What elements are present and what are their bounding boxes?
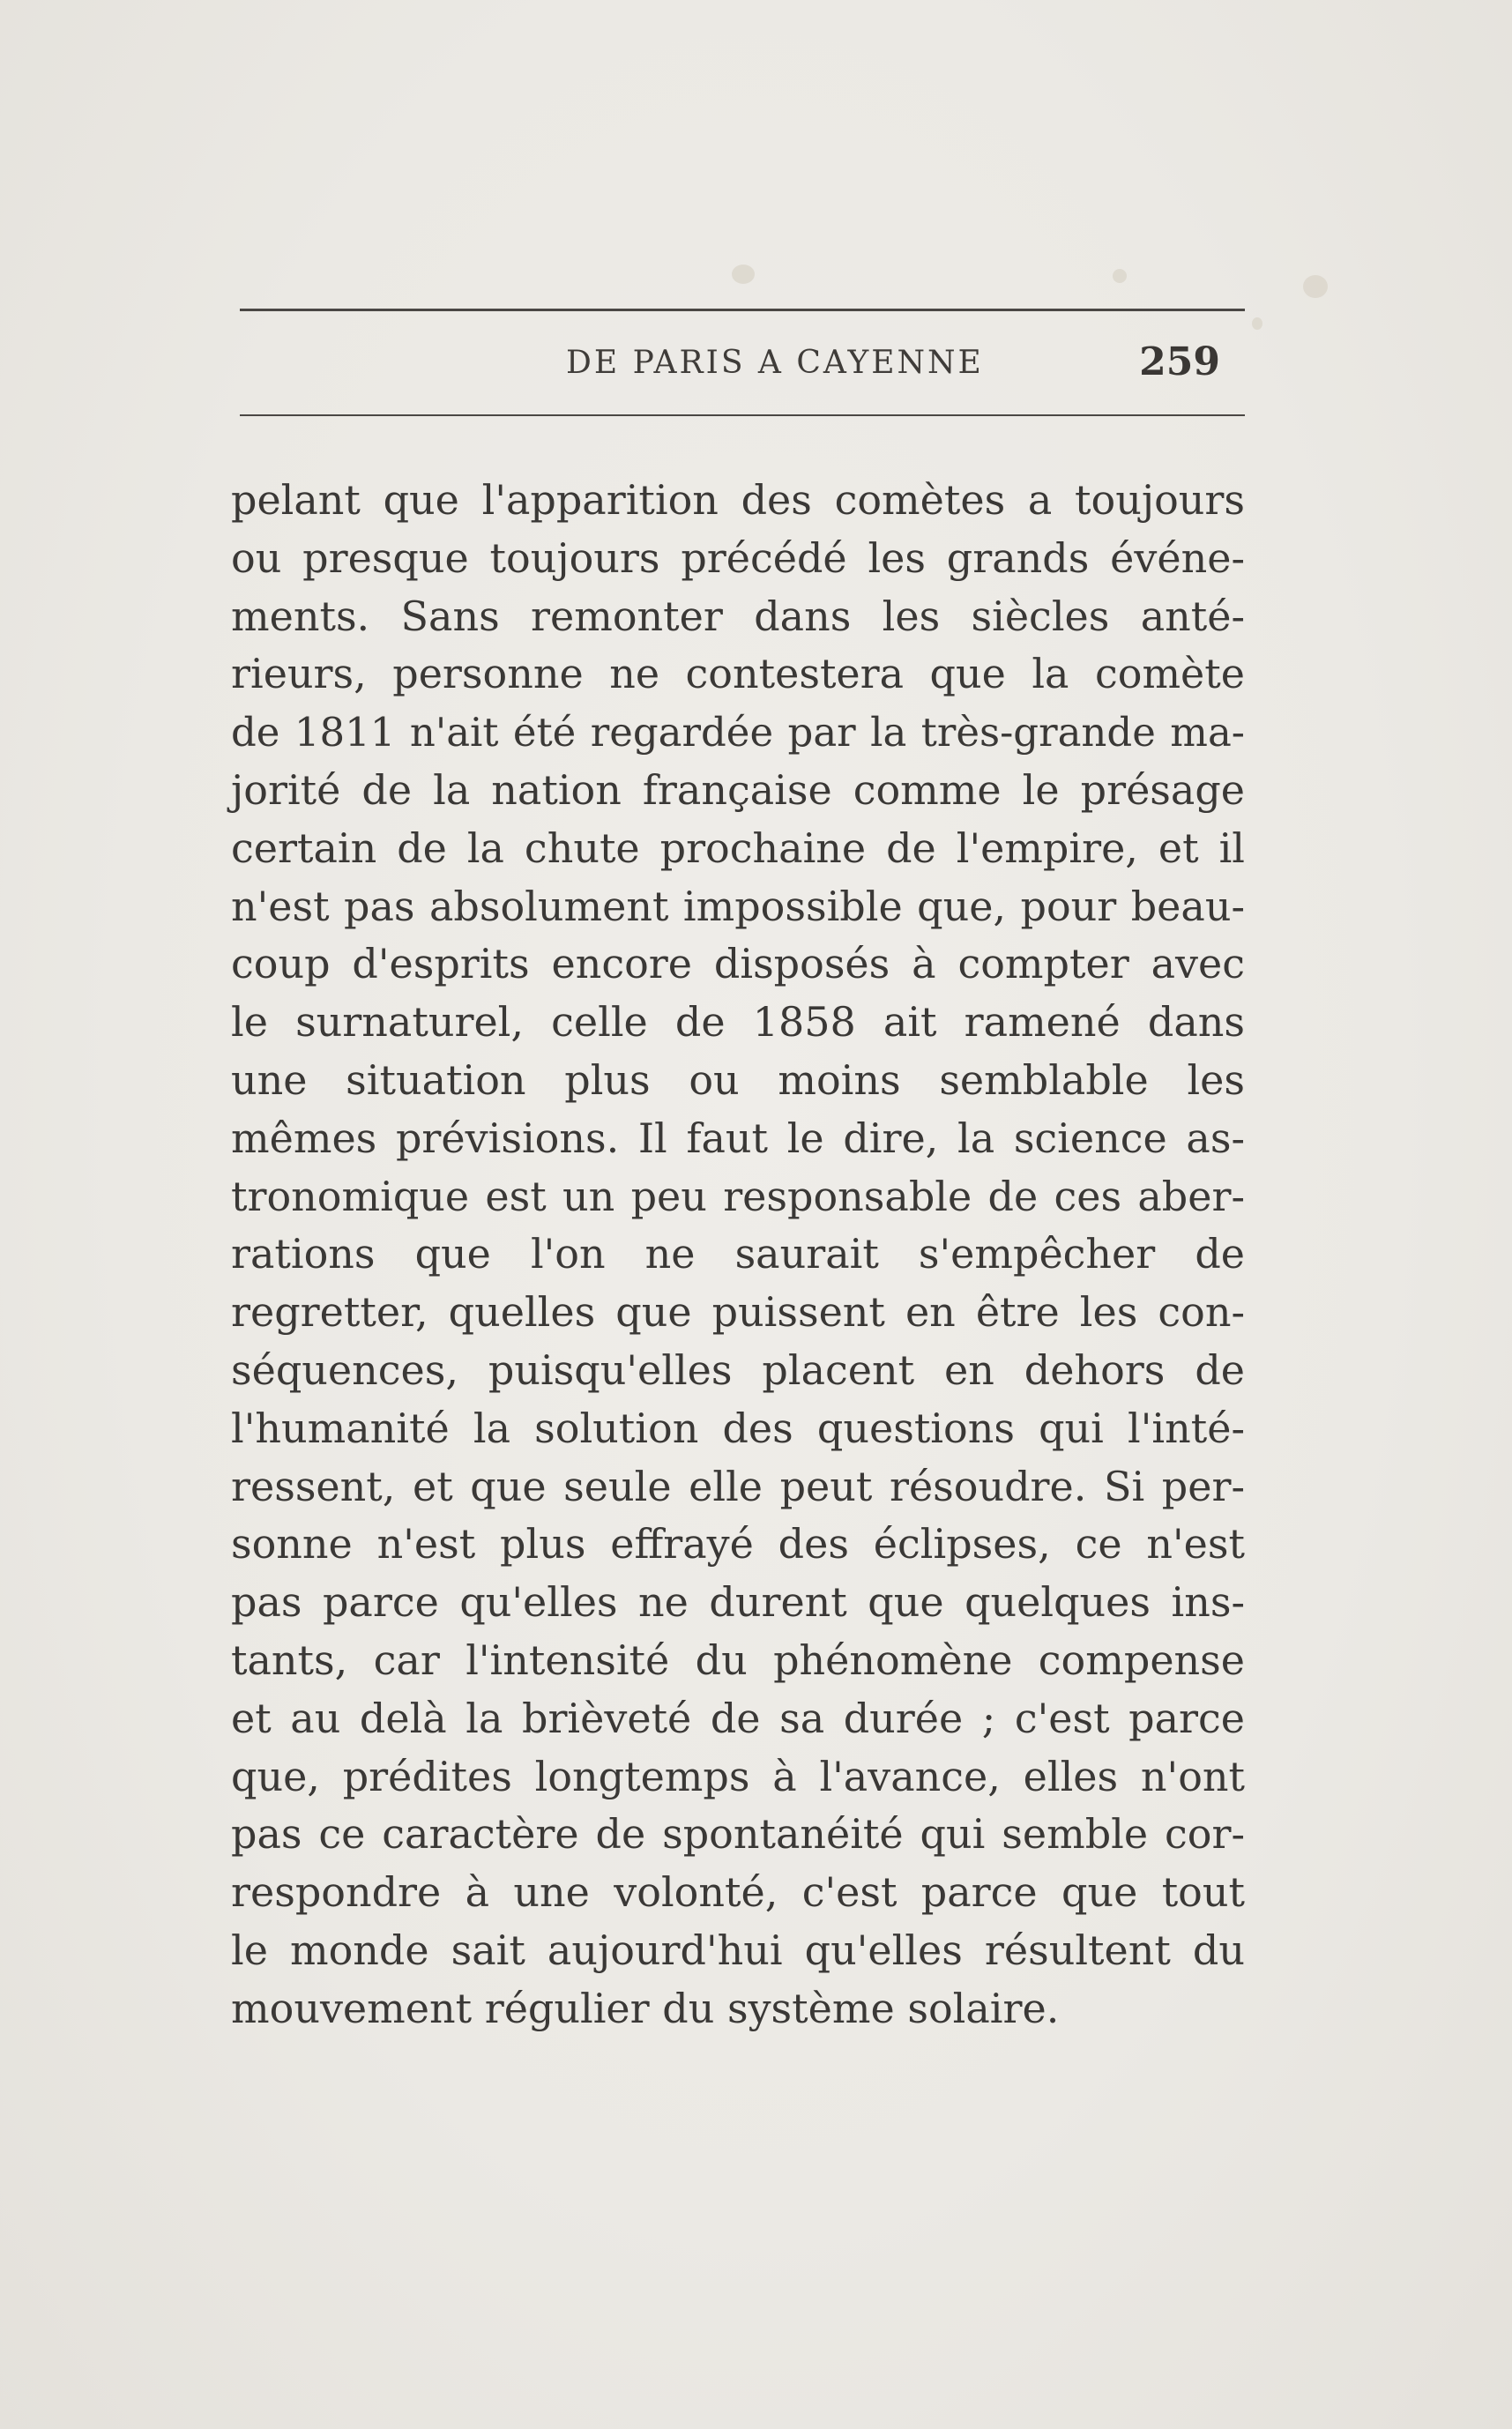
text-line: de 1811 n'ait été regardée par la très-grande ma- — [231, 709, 1245, 756]
text-line: pelant que l'apparition des comètes a toujours — [231, 476, 1245, 524]
text-line: le surnaturel, celle de 1858 ait ramené dans — [231, 998, 1245, 1047]
text-line: séquences, puisqu'elles placent en dehors de — [231, 1345, 1245, 1394]
text-line: jorité de la nation française comme le présage — [231, 765, 1245, 814]
running-title: DE PARIS A CAYENNE — [566, 345, 984, 381]
page-number: 259 — [1139, 339, 1220, 384]
body-text — [231, 472, 1245, 2038]
text-line: rations que l'on ne saurait s'empêcher de — [231, 1230, 1245, 1278]
text-line: coup d'esprits encore disposés à compter avec — [231, 940, 1245, 988]
text-line: le monde sait aujourd'hui qu'elles résultent du — [231, 1926, 1245, 1974]
text-line: mouvement régulier du système solaire. — [231, 1984, 1060, 2032]
foxing-spot — [1252, 317, 1262, 330]
text-line: et au delà la brièveté de sa durée ; c'est parce — [231, 1694, 1245, 1742]
header-top-rule — [240, 309, 1245, 311]
foxing-spot — [732, 265, 755, 284]
text-line: mêmes prévisions. Il faut le dire, la science as- — [231, 1114, 1245, 1162]
text-line: ments. Sans remonter dans les siècles anté- — [231, 592, 1245, 640]
text-line: certain de la chute prochaine de l'empire, et il — [231, 823, 1245, 872]
foxing-spot — [1113, 269, 1127, 283]
foxing-spot — [1303, 275, 1328, 298]
text-line: tants, car l'intensité du phénomène compense — [231, 1635, 1245, 1684]
text-line: ou presque toujours précédé les grands événe- — [231, 533, 1245, 582]
text-line: rieurs, personne ne contestera que la comète — [231, 650, 1245, 698]
text-line: ressent, et que seule elle peut résoudre. Si per- — [231, 1462, 1245, 1510]
running-header — [240, 339, 1220, 392]
text-line: pas ce caractère de spontanéité qui semble cor- — [231, 1810, 1245, 1859]
text-line: une situation plus ou moins semblable les — [231, 1055, 1245, 1104]
text-line: respondre à une volonté, c'est parce que tout — [231, 1868, 1245, 1917]
text-line: que, prédites longtemps à l'avance, elles n'ont — [231, 1752, 1245, 1800]
text-line: regretter, quelles que puissent en être les con- — [231, 1288, 1245, 1337]
text-line: pas parce qu'elles ne durent que quelques ins- — [231, 1578, 1245, 1627]
text-line: tronomique est un peu responsable de ces aber- — [231, 1172, 1245, 1220]
text-line: sonne n'est plus effrayé des éclipses, ce n'est — [231, 1520, 1245, 1568]
text-line: n'est pas absolument impossible que, pour beau- — [231, 882, 1245, 930]
header-bottom-rule — [240, 414, 1245, 416]
text-line: l'humanité la solution des questions qui l'inté- — [231, 1404, 1245, 1452]
